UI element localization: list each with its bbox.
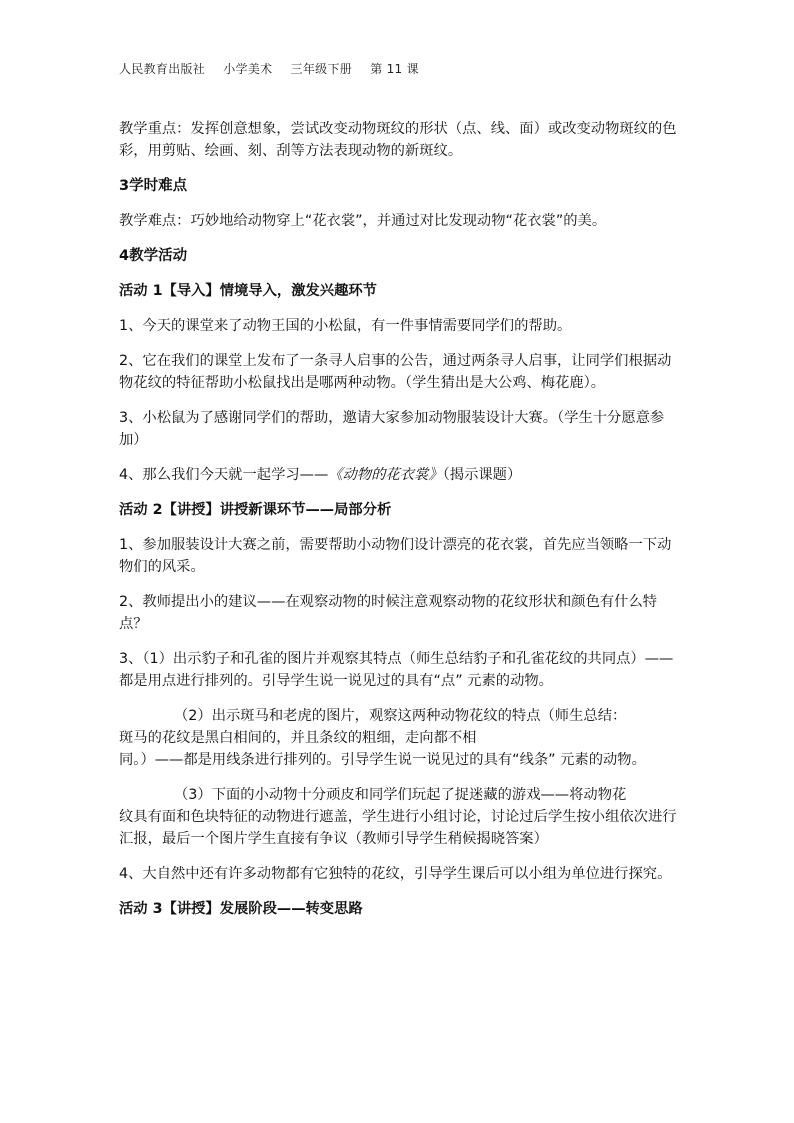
activity-3-title: [119, 898, 679, 920]
activity-2-title: [119, 499, 679, 521]
activity-2-paragraph: 4、大自然中还有许多动物都有它独特的花纹，引导学生课后可以小组为单位进行探究。: [119, 866, 672, 882]
activity-2-paragraph: [119, 705, 679, 771]
a2-p4-line2: 斑马的花纹是黑白相间的，并且条纹的粗细，走向都不相: [119, 730, 477, 746]
header-subject: 小学美术: [223, 62, 273, 76]
activity-1-title: [119, 280, 679, 302]
activity-3-title-prefix: 活动 3【讲授】: [119, 901, 220, 917]
header-publisher: 人民教育出版社: [119, 62, 206, 76]
activity-1-paragraph: 3、小松鼠为了感谢同学们的帮助，邀请大家参加动物服装设计大赛。（学生十分愿意参加）: [119, 410, 665, 448]
activity-1-paragraph: 1、今天的课堂来了动物王国的小松鼠，有一件事情需要同学们的帮助。: [119, 318, 572, 334]
page-header: [119, 60, 433, 77]
header-lesson: 第 11 课: [370, 62, 419, 76]
activity-1-title-prefix: 活动 1【导入】: [119, 283, 220, 299]
a2-p5-line1: （3）下面的小动物十分顽皮和同学们玩起了捉迷藏的游戏——将动物花: [174, 787, 627, 803]
activities-heading: 4教学活动: [119, 248, 188, 264]
document-body: [119, 118, 679, 933]
activity-1-title-rest: 情境导入，激发兴趣环节: [219, 283, 377, 299]
activity-2-paragraph: [119, 784, 679, 850]
a2-p4-line3: 同。）——都是用线条进行排列的。引导学生说一说见过的具有“线条” 元素的动物。: [119, 752, 646, 768]
activity-2-title-rest: 讲授新课环节——局部分析: [219, 502, 392, 518]
a1-p4-prefix: 4、那么我们今天就一起学习——: [119, 467, 329, 483]
lesson-title: 《动物的花衣裳》: [328, 467, 443, 483]
activity-1-paragraph: 2、它在我们的课堂上发布了一条寻人启事的公告，通过两条寻人启事，让同学们根据动物花纹的特征帮助小松鼠找出是哪两种动物。（学生猜出是大公鸡、梅花鹿）。: [119, 353, 672, 391]
activity-2-title-prefix: 活动 2【讲授】: [119, 502, 220, 518]
teaching-difficulty: 教学难点：巧妙地给动物穿上“花衣裳”，并通过对比发现动物“花衣裳”的美。: [119, 213, 607, 229]
activity-1-paragraph: [119, 464, 679, 486]
a2-p5-rest: 纹具有面和色块特征的动物进行遮盖，学生进行小组讨论，讨论过后学生按小组依次进行汇报，最后一个图片学生直接有争议（教师引导学生稍候揭晓答案）: [119, 809, 677, 847]
a1-p4-suffix: （揭示课题）: [442, 467, 522, 483]
activity-2-paragraph: 3、（1）出示豹子和孔雀的图片并观察其特点（师生总结豹子和孔雀花纹的共同点）——都是用点进行排列的。引导学生说一说见过的具有“点” 元素的动物。: [119, 651, 674, 689]
activity-3-title-rest: 发展阶段——转变思路: [219, 901, 363, 917]
activity-2-paragraph: 2、教师提出小的建议——在观察动物的时候注意观察动物的花纹形状和颜色有什么特点？: [119, 594, 658, 632]
teaching-focus: 教学重点：发挥创意想象，尝试改变动物斑纹的形状（点、线、面）或改变动物斑纹的色彩，用剪贴、绘画、刻、刮等方法表现动物的新斑纹。: [119, 121, 677, 159]
a2-p4-line1: （2）出示斑马和老虎的图片，观察这两种动物花纹的特点（师生总结：: [174, 708, 627, 724]
difficulty-heading: 3学时难点: [119, 178, 188, 194]
header-grade: 三年级下册: [290, 62, 353, 76]
activity-2-paragraph: 1、参加服装设计大赛之前，需要帮助小动物们设计漂亮的花衣裳，首先应当领略一下动物们的风采。: [119, 537, 672, 575]
